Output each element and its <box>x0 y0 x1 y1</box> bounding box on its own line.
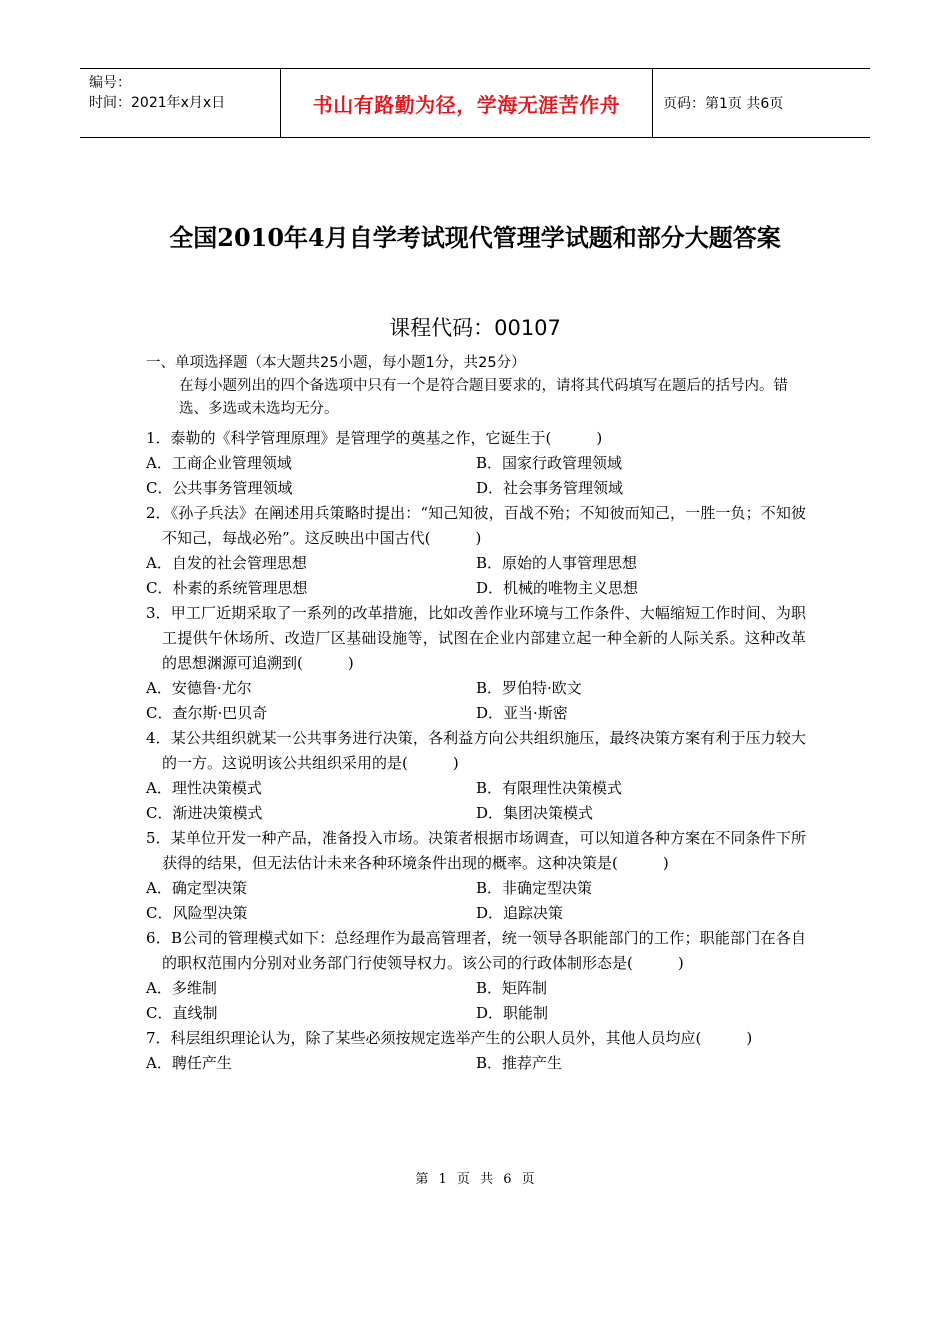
section-intro <box>146 352 812 421</box>
number-label: 编号： <box>89 75 131 91</box>
section-description: 在每小题列出的四个备选项中只有一个是符合题目要求的，请将其代码填写在题后的括号内。错选、多选或未选均无分。 <box>179 378 788 417</box>
option-d: D．集团决策模式 <box>476 804 594 822</box>
option-b: B．非确定型决策 <box>476 879 593 897</box>
question-stem: 2．《孙子兵法》在阐述用兵策略时提出：“知己知彼，百战不殆；不知彼而知己，一胜一负；不知彼不知己，每战必殆”。这反映出中国古代( ) <box>146 504 806 547</box>
option-a: A．多维制 <box>146 979 217 997</box>
question-stem: 6．B公司的管理模式如下：总经理作为最高管理者，统一领导各职能部门的工作；职能部门在各自的职权范围内分别对业务部门行使领导权力。该公司的行政体制形态是( ) <box>146 929 806 972</box>
option-a: A．工商企业管理领域 <box>146 454 292 472</box>
option-c: C．公共事务管理领域 <box>146 479 293 497</box>
header-page-info: 页码：第1页 共6页 <box>663 96 784 112</box>
option-b: B．推荐产生 <box>476 1054 563 1072</box>
question-list <box>146 426 806 1076</box>
option-b: B．有限理性决策模式 <box>476 779 623 797</box>
option-a: A．自发的社会管理思想 <box>146 554 307 572</box>
question-stem: 7．科层组织理论认为，除了某些必须按规定选举产生的公职人员外，其他人员均应( ) <box>146 1029 753 1047</box>
option-d: D．社会事务管理领域 <box>476 479 624 497</box>
question-1 <box>146 426 806 501</box>
question-stem: 4．某公共组织就某一公共事务进行决策，各利益方向公共组织施压，最终决策方案有利于压力较大的一方。这说明该公共组织采用的是( ) <box>146 729 806 772</box>
option-b: B．罗伯特·欧文 <box>476 679 582 697</box>
question-3 <box>146 601 806 726</box>
header-meta <box>80 69 281 137</box>
page-footer: 第 1 页 共 6 页 <box>415 1172 535 1187</box>
option-b: B．国家行政管理领域 <box>476 454 623 472</box>
question-stem: 1．泰勒的《科学管理原理》是管理学的奠基之作，它诞生于( ) <box>146 429 603 447</box>
section-heading: 一、单项选择题（本大题共25小题，每小题1分，共25分） <box>146 355 526 371</box>
question-6 <box>146 926 806 1026</box>
option-a: A．确定型决策 <box>146 879 247 897</box>
option-d: D．追踪决策 <box>476 904 564 922</box>
question-4 <box>146 726 806 826</box>
option-c: C．直线制 <box>146 1004 218 1022</box>
question-7 <box>146 1026 806 1076</box>
option-c: C．朴素的系统管理思想 <box>146 579 308 597</box>
option-b: B．矩阵制 <box>476 979 548 997</box>
option-d: D．亚当·斯密 <box>476 704 568 722</box>
option-c: C．查尔斯·巴贝奇 <box>146 704 268 722</box>
time-label: 时间：2021年x月x日 <box>89 95 226 111</box>
header-motto: 书山有路勤为径，学海无涯苦作舟 <box>281 69 653 137</box>
option-a: A．聘任产生 <box>146 1054 232 1072</box>
option-d: D．职能制 <box>476 1004 549 1022</box>
option-d: D．机械的唯物主义思想 <box>476 579 639 597</box>
option-a: A．理性决策模式 <box>146 779 262 797</box>
course-code: 课程代码：00107 <box>389 316 561 340</box>
option-c: C．渐进决策模式 <box>146 804 263 822</box>
document-title: 全国2010年4月自学考试现代管理学试题和部分大题答案 <box>169 223 781 252</box>
option-c: C．风险型决策 <box>146 904 248 922</box>
question-stem: 5．某单位开发一种产品，准备投入市场。决策者根据市场调查，可以知道各种方案在不同条件下所获得的结果，但无法估计未来各种环境条件出现的概率。这种决策是( ) <box>146 829 806 872</box>
option-a: A．安德鲁·尤尔 <box>146 679 252 697</box>
question-2 <box>146 501 806 601</box>
question-stem: 3．甲工厂近期采取了一系列的改革措施，比如改善作业环境与工作条件、大幅缩短工作时间、为职工提供午休场所、改造厂区基础设施等，试图在企业内部建立起一种全新的人际关系。这种改革的思想渊源可追溯到( ) <box>146 604 806 672</box>
question-5 <box>146 826 806 926</box>
option-b: B．原始的人事管理思想 <box>476 554 638 572</box>
document-header <box>80 68 870 138</box>
